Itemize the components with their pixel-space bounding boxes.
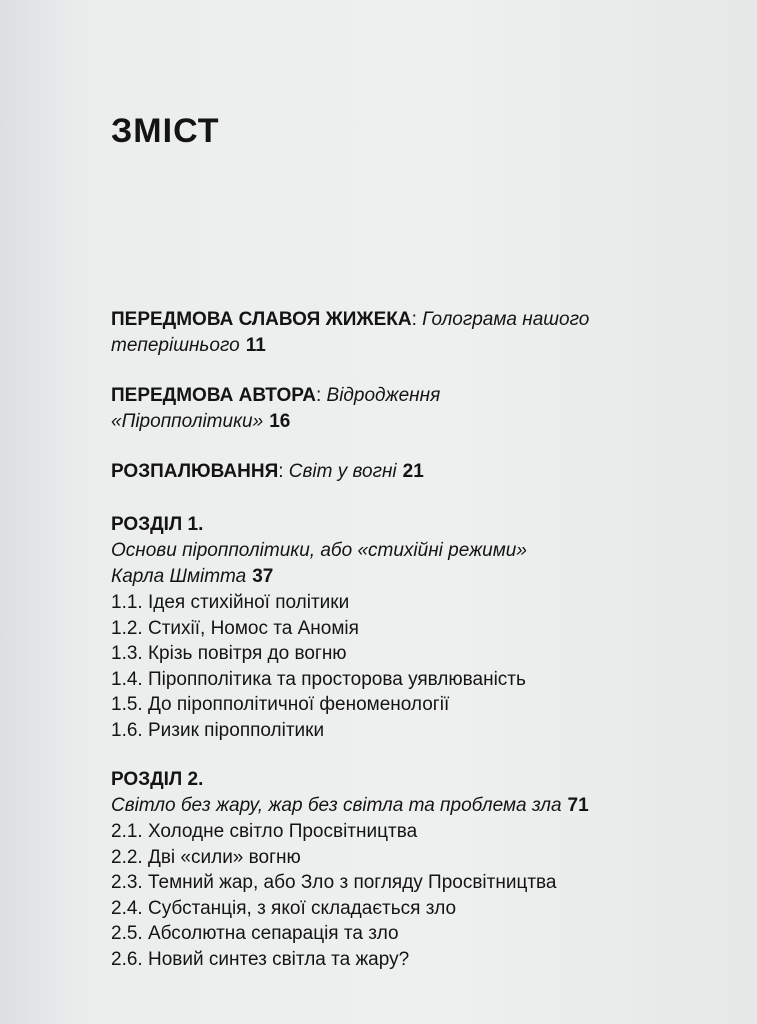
toc-entry-heading: РОЗПАЛЮВАННЯ (111, 461, 279, 482)
section-item: 2.5. Абсолютна сепарація та зло (111, 923, 399, 944)
toc-entry-foreword-zizek (111, 307, 731, 359)
toc-chapter-2 (111, 767, 731, 972)
toc-entry-line (111, 333, 731, 359)
section-item: 2.6. Новий синтез світла та жару? (111, 948, 410, 970)
page-title: ЗМІСТ (111, 112, 220, 150)
chapter-title: РОЗДІЛ 2. (111, 769, 204, 790)
chapter-title: РОЗДІЛ 1. (111, 514, 204, 535)
toc-entry-separator: : (315, 385, 327, 406)
toc-chapter-1 (111, 512, 731, 743)
section-item: 1.1. Ідея стихійної політики (111, 592, 350, 613)
toc-entry-line (111, 409, 731, 435)
section-item: 2.2. Дві «сили» вогню (111, 846, 301, 868)
section-item: 1.2. Стихії, Номос та Аномія (111, 617, 359, 639)
section-item: 1.6. Ризик піропполітики (111, 719, 325, 741)
chapter-subtitle: Основи піропполітики, або «стихійні режими» (111, 540, 527, 561)
toc-entry-subtitle: «Піропполітики» (111, 411, 264, 432)
chapter-subtitle-line (111, 793, 731, 819)
toc-page-number: 71 (567, 795, 589, 816)
toc-entry-line (111, 459, 731, 485)
section-item: 2.1. Холодне світло Просвітництва (111, 821, 418, 842)
toc-entry-kindling (111, 459, 731, 485)
toc-entry-line (111, 383, 731, 409)
section-item: 1.4. Піропполітика та просторова уявлюваність (111, 668, 526, 690)
section-item: 2.4. Субстанція, з якої складається зло (111, 897, 457, 919)
section-list (111, 590, 731, 743)
toc-page-number: 16 (269, 411, 291, 432)
toc-entry-separator: : (278, 461, 289, 482)
toc-entry-subtitle: теперішнього (111, 335, 240, 356)
section-item: 2.3. Темний жар, або Зло з погляду Просвітництва (111, 872, 557, 893)
toc-entry-subtitle: Голограма нашого (422, 309, 590, 330)
toc-page-number: 11 (245, 335, 266, 356)
toc-entry-heading: ПЕРЕДМОВА АВТОРА (111, 385, 316, 406)
section-item: 1.3. Крізь повітря до вогню (111, 643, 347, 664)
toc-page-number: 37 (252, 566, 274, 587)
chapter-subtitle: Світло без жару, жар без світла та проблема зла (111, 795, 562, 816)
toc-entry-line (111, 307, 731, 333)
toc-entry-subtitle: Відродження (326, 385, 441, 406)
section-list (111, 819, 731, 972)
chapter-subtitle-line (111, 564, 731, 590)
toc-entry-foreword-author (111, 383, 731, 435)
toc-entry-separator: : (411, 309, 423, 330)
toc-entry-heading: ПЕРЕДМОВА СЛАВОЯ ЖИЖЕКА (111, 309, 412, 330)
chapter-subtitle: Карла Шмітта (111, 566, 247, 587)
section-item: 1.5. До піропполітичної феноменології (111, 694, 450, 715)
toc-page-number: 21 (402, 461, 424, 482)
toc-entry-subtitle: Світ у вогні (288, 461, 397, 482)
